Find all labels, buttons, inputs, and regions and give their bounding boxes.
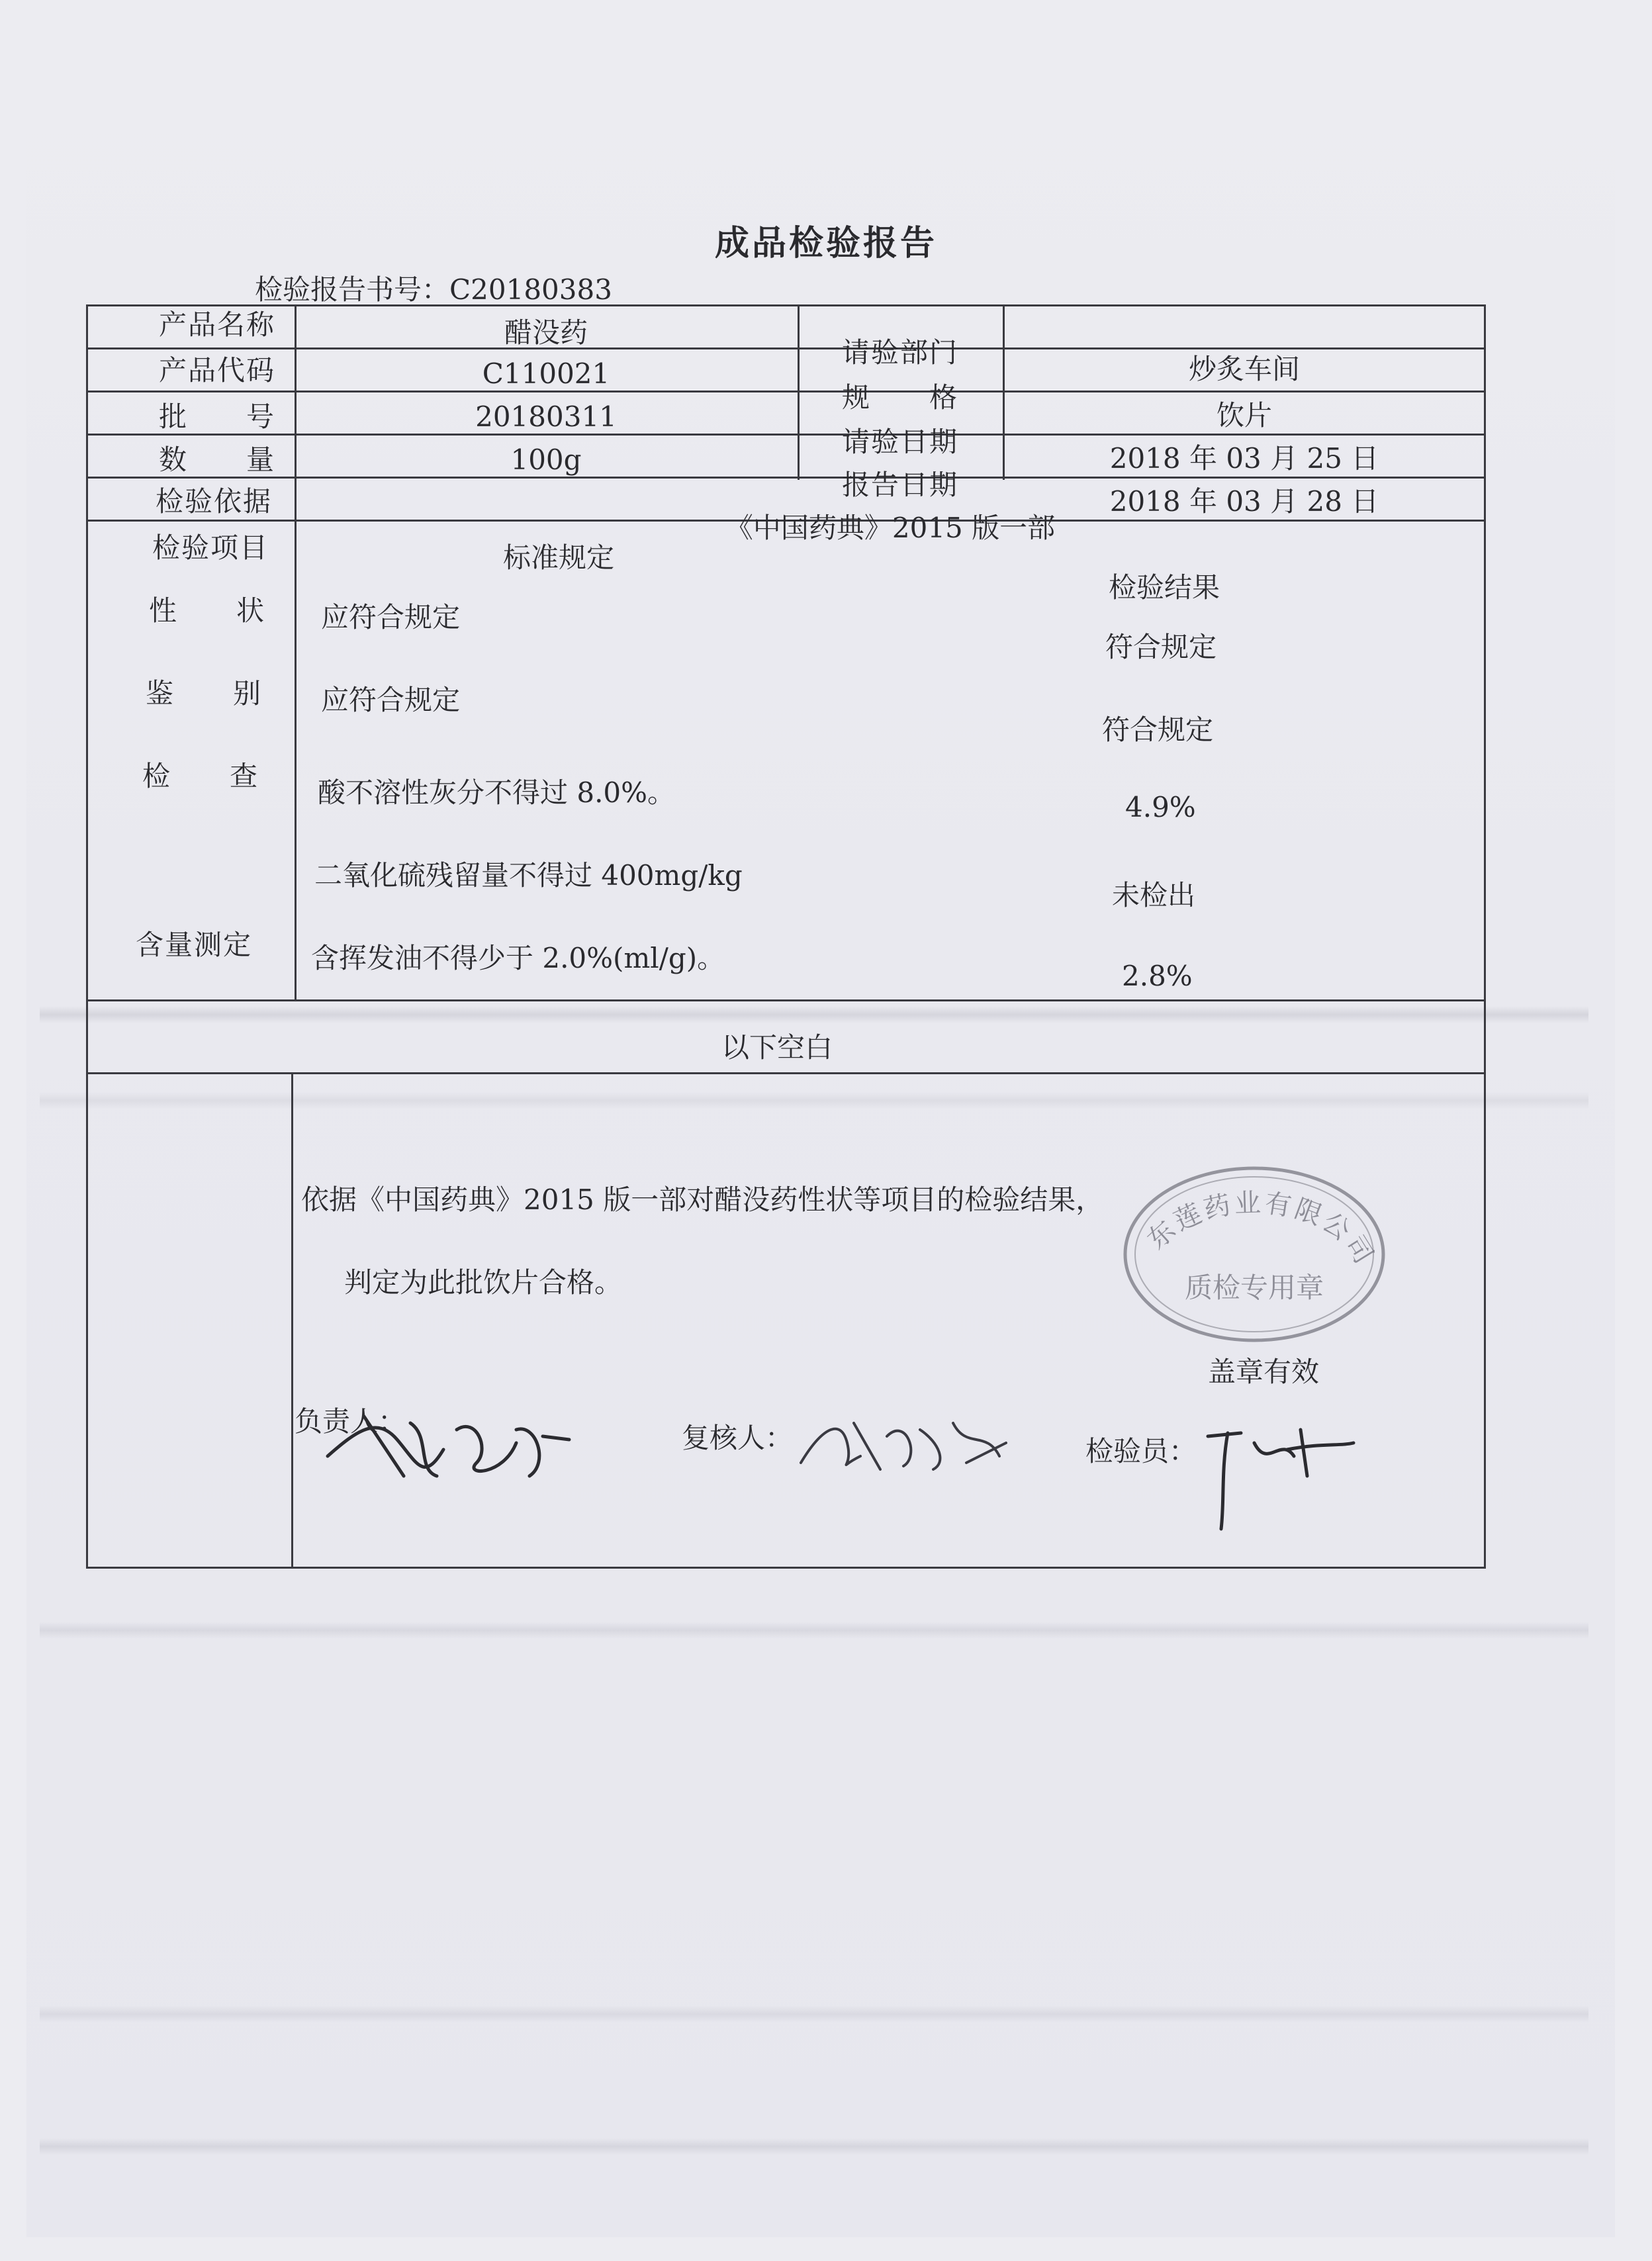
item-result: 符合规定 [1105, 631, 1217, 663]
value-department: 炒炙车间 [1188, 353, 1300, 385]
item-result: 未检出 [1112, 879, 1196, 911]
label-basis: 检验依据 [156, 485, 273, 518]
item-standard: 应符合规定 [321, 601, 461, 633]
item-name: 含量测定 [136, 929, 253, 961]
header-standard: 标准规定 [503, 541, 615, 574]
scan-artifact [40, 2138, 1588, 2155]
table-rule [86, 999, 1486, 1001]
report-number-value: C20180383 [449, 273, 612, 306]
label-responsible: 负责人： [295, 1405, 406, 1438]
label-spec: 规 格 [841, 381, 958, 414]
item-name: 鉴 别 [146, 677, 263, 710]
label-product-name: 产品名称 [159, 308, 276, 341]
item-standard: 应符合规定 [321, 684, 461, 716]
item-name: 检 查 [142, 760, 259, 792]
label-product-code: 产品代码 [159, 354, 276, 387]
stamp-note: 盖章有效 [1208, 1356, 1320, 1388]
value-spec: 饮片 [1216, 399, 1272, 432]
value-request-date: 2018 年 03 月 25 日 [1109, 442, 1379, 475]
table-rule [86, 1072, 1486, 1074]
label-reviewer: 复核人： [682, 1422, 794, 1454]
header-item: 检验项目 [152, 531, 269, 564]
value-quantity: 100g [510, 443, 582, 476]
value-product-name: 醋没药 [504, 316, 588, 349]
signature-inspector [1195, 1397, 1367, 1536]
value-batch-no: 20180311 [475, 400, 617, 433]
label-quantity: 数 量 [159, 443, 276, 476]
item-standard: 酸不溶性灰分不得过 8.0%。 [318, 776, 676, 809]
item-standard: 含挥发油不得少于 2.0%(ml/g)。 [311, 942, 725, 974]
label-report-date: 报告日期 [841, 469, 958, 501]
stamp-seal [1115, 1155, 1393, 1354]
table-rule [291, 1072, 293, 1569]
header-result: 检验结果 [1109, 571, 1220, 604]
label-department: 请验部门 [841, 336, 958, 369]
scan-artifact [40, 2006, 1588, 2023]
conclusion-line-2: 判定为此批饮片合格。 [344, 1266, 623, 1299]
item-result: 2.8% [1122, 960, 1193, 992]
svg-text:东莲药业有限公司: 东莲药业有限公司 [1141, 1187, 1381, 1271]
report-number [255, 268, 612, 308]
blank-note: 以下空白 [721, 1031, 833, 1064]
value-report-date: 2018 年 03 月 28 日 [1109, 485, 1379, 518]
item-name: 性 状 [149, 594, 266, 627]
item-standard: 二氧化硫残留量不得过 400mg/kg [314, 859, 743, 892]
value-basis: 《中国药典》2015 版一部 [725, 512, 1056, 544]
item-result: 4.9% [1125, 791, 1196, 823]
item-result: 符合规定 [1102, 714, 1214, 746]
signature-reviewer [788, 1390, 1026, 1483]
value-product-code: C110021 [482, 357, 610, 390]
svg-text:质检专用章: 质检专用章 [1184, 1271, 1324, 1304]
signature-responsible [318, 1377, 596, 1496]
page-title: 成品检验报告 [714, 223, 937, 263]
scan-artifact [40, 1622, 1588, 1639]
label-batch-no: 批 号 [159, 400, 276, 433]
conclusion-line-1: 依据《中国药典》2015 版一部对醋没药性状等项目的检验结果， [301, 1183, 1104, 1216]
company-stamp [1115, 1155, 1393, 1354]
report-number-label: 检验报告书号： [255, 273, 450, 306]
label-inspector: 检验员： [1085, 1435, 1197, 1467]
label-request-date: 请验日期 [841, 426, 958, 458]
